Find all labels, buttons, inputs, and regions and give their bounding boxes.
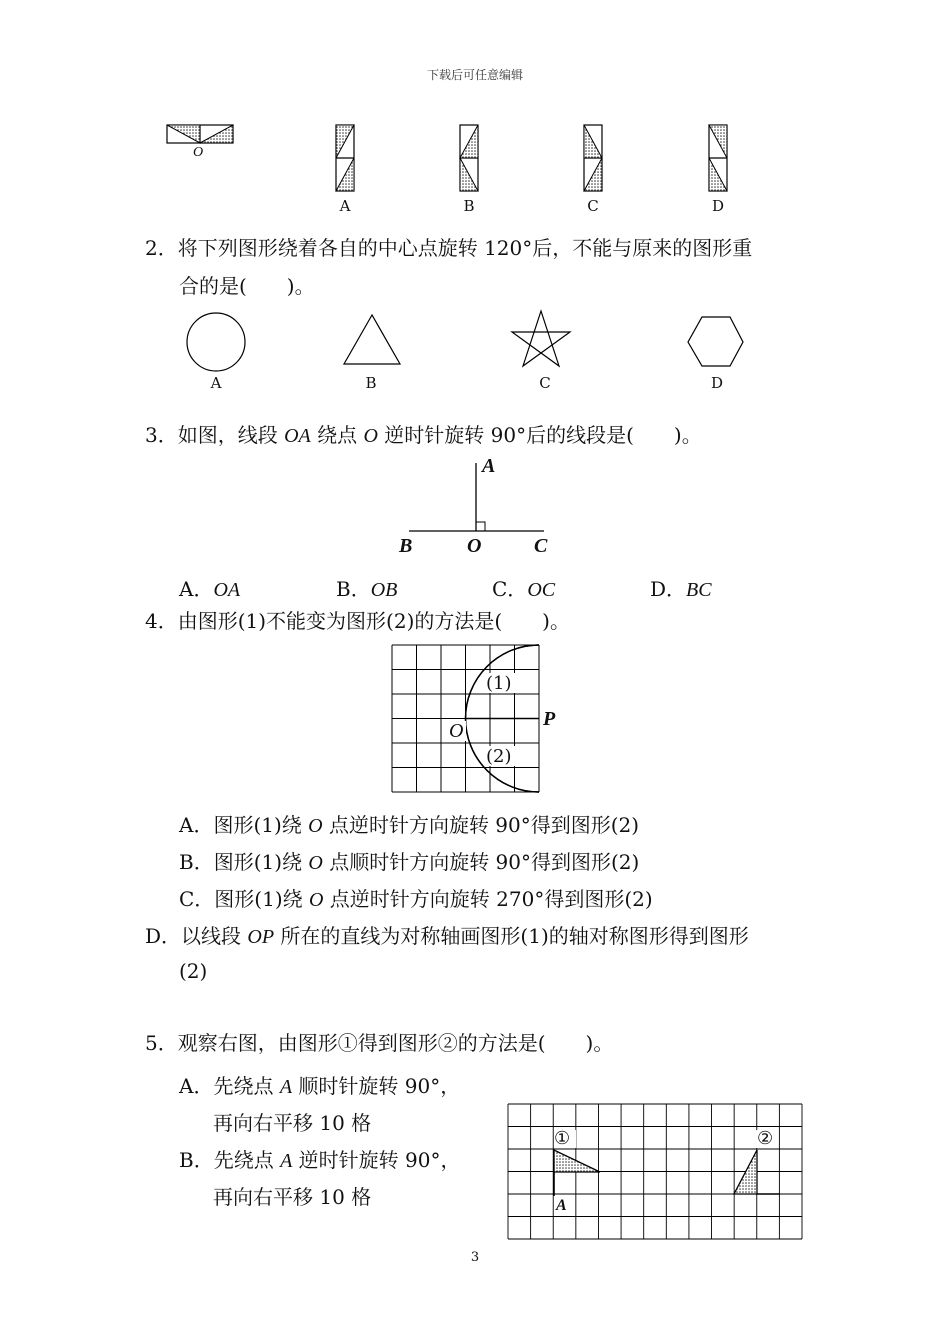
q4-option-c-prefix: C．图形(1)绕	[179, 887, 309, 911]
q3-stem-mid: 绕点	[310, 423, 364, 447]
q3-option-d-value: BC	[686, 579, 712, 601]
q4-option-a-point: O	[308, 815, 323, 837]
q4-option-d[interactable]	[145, 920, 749, 949]
q4-option-b-point: O	[308, 852, 323, 874]
q2-stem-line1: 2．将下列图形绕着各自的中心点旋转 120°后，不能与原来的图形重	[145, 236, 753, 260]
q5-option-b-point: A	[280, 1150, 293, 1172]
q5-figure1-label: ①	[554, 1128, 571, 1149]
q3-option-a[interactable]	[179, 573, 240, 602]
q3-label-c: C	[534, 535, 548, 557]
q3-stem-prefix: 3．如图，线段	[145, 423, 285, 447]
q4-label-o: O	[449, 720, 464, 742]
q1-option-b-figure	[460, 125, 478, 191]
q3-option-b[interactable]	[336, 573, 397, 602]
q3-option-d-key: D．	[650, 577, 687, 601]
q3-point-name: O	[363, 425, 378, 447]
q3-option-c[interactable]	[492, 573, 555, 602]
q4-option-b-prefix: B．图形(1)绕	[179, 850, 309, 874]
q2-option-d-label: D	[710, 374, 724, 392]
q3-option-c-value: OC	[527, 579, 556, 601]
q5-grid-figure	[508, 1104, 808, 1244]
q3-option-b-key: B．	[336, 577, 371, 601]
q5-figure2-label: ②	[757, 1128, 774, 1149]
q4-option-a-prefix: A．图形(1)绕	[179, 813, 309, 837]
hexagon-icon	[688, 317, 743, 366]
q2-option-c-label: C	[539, 374, 551, 392]
q5-label-a: A	[556, 1197, 567, 1214]
q5-stem: 5．观察右图，由图形①得到图形②的方法是( )。	[145, 1031, 614, 1055]
q1-option-b-label: B	[463, 197, 475, 215]
q4-option-a[interactable]	[179, 809, 639, 838]
q1-option-d-figure	[709, 125, 727, 191]
q3-segment-name: OA	[284, 425, 311, 447]
star-icon	[512, 311, 570, 366]
q4-option-d-point: OP	[247, 926, 275, 948]
q5-option-a-suffix: 顺时针旋转 90°，	[292, 1074, 461, 1098]
q4-figure2-number: 2	[493, 746, 505, 767]
q3-option-c-key: C．	[492, 577, 528, 601]
q5-option-b-prefix: B．先绕点	[179, 1148, 281, 1172]
q5-option-a-point: A	[279, 1076, 293, 1098]
q4-option-d-line2: (2)	[179, 959, 208, 983]
q2-option-b-label: B	[365, 374, 377, 392]
q4-option-c[interactable]	[179, 883, 653, 912]
q1-origin-label: O	[193, 145, 204, 160]
q1-option-d-label: D	[711, 197, 725, 215]
q5-option-a[interactable]	[179, 1070, 460, 1099]
q4-option-c-point: O	[309, 889, 324, 911]
q3-option-a-value: OA	[213, 579, 241, 601]
q2-option-a-label: A	[210, 374, 222, 392]
page-number: 3	[470, 1250, 480, 1265]
q5-option-b[interactable]	[179, 1144, 460, 1173]
q4-option-a-suffix: 点逆时针方向旋转 90°得到图形(2)	[322, 813, 640, 837]
q4-figure2-label: (2)	[486, 746, 512, 767]
q4-label-p: P	[543, 708, 556, 730]
q3-option-b-value: OB	[370, 579, 398, 601]
q4-option-b[interactable]	[179, 846, 639, 875]
q3-label-o: O	[467, 535, 482, 557]
q3-stem	[145, 425, 702, 446]
q4-option-d-suffix: 所在的直线为对称轴画图形(1)的轴对称图形得到图形	[274, 924, 749, 948]
q1-option-c-figure	[584, 125, 602, 191]
q3-stem-suffix: 逆时针旋转 90°后的线段是( )。	[377, 423, 702, 447]
page-header-note: 下载后可任意编辑	[426, 68, 523, 82]
triangle-icon	[344, 315, 400, 364]
q4-option-b-suffix: 点顺时针方向旋转 90°得到图形(2)	[322, 850, 640, 874]
q5-option-b-suffix: 逆时针旋转 90°，	[292, 1148, 461, 1172]
q4-figure1-number: 1	[493, 673, 505, 694]
q1-option-c-label: C	[587, 197, 599, 215]
q3-label-a: A	[482, 455, 496, 477]
q2-figures	[0, 300, 950, 400]
q4-option-c-suffix: 点逆时针方向旋转 270°得到图形(2)	[323, 887, 653, 911]
q4-stem: 4．由图形(1)不能变为图形(2)的方法是( )。	[145, 609, 570, 633]
q5-option-b-line2: 再向右平移 10 格	[213, 1185, 372, 1209]
q2-stem-line2: 合的是( )。	[179, 274, 315, 298]
q3-label-b: B	[399, 535, 413, 557]
q3-option-a-key: A．	[179, 577, 214, 601]
q4-option-d-prefix: D．以线段	[145, 924, 248, 948]
circle-icon	[187, 313, 245, 371]
q1-option-a-figure	[336, 125, 354, 191]
q5-option-a-line2: 再向右平移 10 格	[213, 1111, 372, 1135]
q1-option-a-label: A	[339, 197, 351, 215]
q5-option-a-prefix: A．先绕点	[179, 1074, 280, 1098]
q3-option-d[interactable]	[650, 573, 712, 602]
q4-figure1-label: (1)	[486, 673, 512, 694]
q4-grid-figure	[392, 645, 552, 805]
q1-figures	[0, 0, 950, 230]
q1-original-figure	[167, 125, 233, 143]
